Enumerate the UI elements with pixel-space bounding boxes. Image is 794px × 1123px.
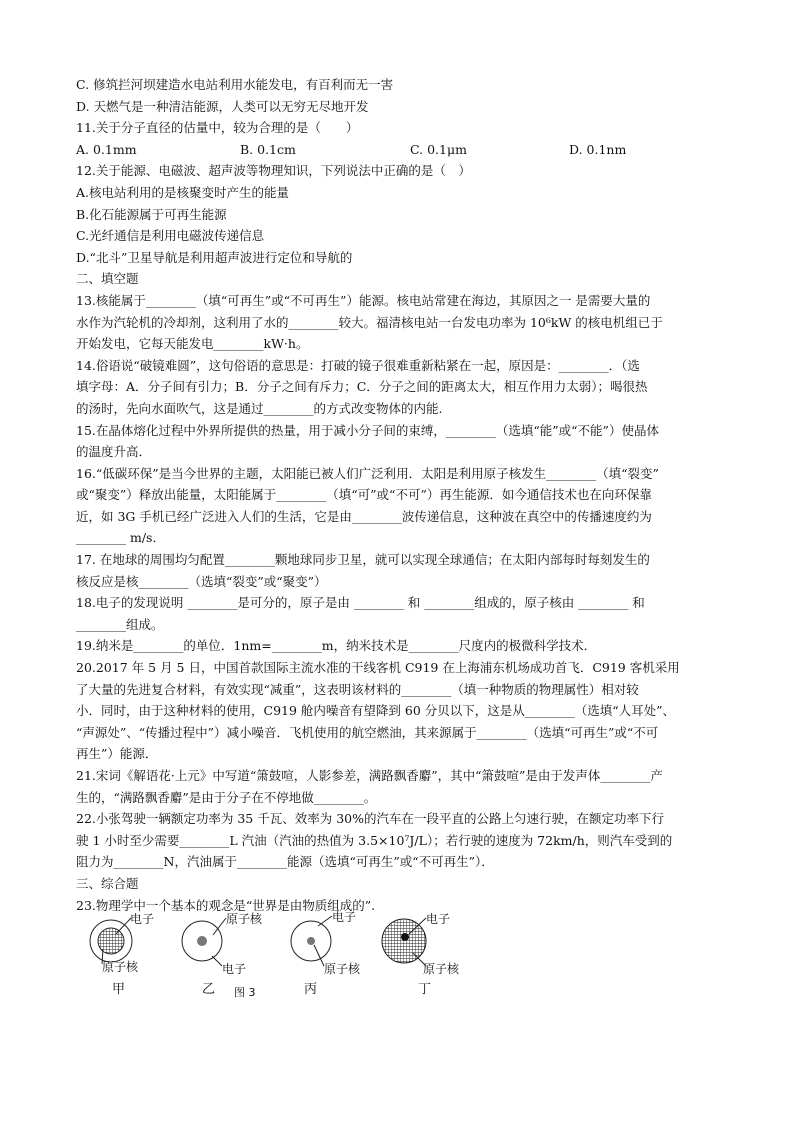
text-line: 或“聚变”）释放出能量，太阳能属于________（填“可”或“不可”）再生能源．如今通信技术也在向环保靠: [76, 487, 652, 503]
text-line: 21.宋词《解语花·上元》中写道“箫鼓喧，人影参差，满路飘香麝”，其中“箫鼓喧”是由于发声体________产: [76, 768, 663, 783]
text-line: 水作为汽轮机的冷却剂，这利用了水的________较大。福清核电站一台发电功率为 10⁶kW 的核电机组已于: [76, 314, 663, 330]
text-line: 填字母：A．分子间有引力；B．分子之间有斥力；C．分子之间的距离太大，相互作用力太弱）；喝很热: [76, 379, 648, 395]
text-line: C.光纤通信是利用电磁波传递信息: [76, 228, 265, 244]
text-line: ________组成。: [76, 616, 164, 632]
text-line: 的温度升高．: [76, 444, 152, 460]
text-line: 驶 1 小时至少需要________L 汽油（汽油的热值为 3.5×10⁷J/L）；若行驶的速度为 72km/h，则汽车受到的: [76, 832, 673, 848]
label-ding-top: 电子: [426, 912, 451, 926]
text-line: 19.纳米是________的单位．1nm=________m，纳米技术是________尺度内的极微科学技术．: [76, 638, 597, 654]
q11-option: A. 0.1mm: [76, 141, 137, 157]
text-line: 生的，“满路飘香麝”是由于分子在不停地做________。: [76, 789, 377, 805]
panel-name-bing: 丙: [304, 982, 318, 997]
text-line: 11.关于分子直径的估量中，较为合理的是（ ）: [76, 120, 359, 136]
label-jia-bottom: 原子核: [102, 960, 139, 974]
text-line: 小．同时，由于这种材料的使用，C919 舱内噪音有望降到 60 分贝以下，这是从________（选填“人耳处”、: [76, 703, 676, 719]
label-bing-top: 电子: [332, 910, 357, 924]
panel-name-jia: 甲: [112, 982, 126, 997]
text-line: 核反应是核________（选填“裂变”或“聚变”）: [76, 573, 327, 589]
figure-caption: 图 3: [234, 986, 256, 999]
text-line: 二、填空题: [76, 271, 139, 287]
text-line: 开始发电，它每天能发电________kW·h。: [76, 336, 309, 352]
label-bing-bottom: 原子核: [324, 962, 361, 976]
text-line: 16.“低碳环保”是当今世界的主题，太阳能已被人们广泛利用．太阳是利用原子核发生________（填“裂变”: [76, 465, 659, 481]
figure-atom-models: [76, 904, 476, 999]
text-line: 了大量的先进复合材料，有效实现“减重”，这表明该材料的________（填一种物质的物理属性）相对较: [76, 681, 639, 697]
text-line: 20.2017 年 5 月 5 日，中国首款国际主流水准的干线客机 C919 在上海浦东机场成功首飞．C919 客机采用: [76, 660, 680, 676]
panel-name-ding: 丁: [418, 982, 432, 997]
text-line: 18.电子的发现说明 ________是可分的，原子是由 ________ 和 ________组成的，原子核由 ________ 和: [76, 595, 645, 611]
text-line: 13.核能属于________（填“可再生”或“不可再生”）能源。核电站常建在海边，其原因之一 是需要大量的: [76, 292, 651, 308]
q11-option: C. 0.1μm: [410, 141, 467, 157]
text-line: 再生”）能源．: [76, 746, 158, 762]
text-line: 的汤时，先向水面吹气，这是通过________的方式改变物体的内能.: [76, 400, 443, 416]
label-yi-bottom: 电子: [222, 962, 247, 976]
label-ding-bottom: 原子核: [423, 962, 460, 976]
text-line: 14.俗语说“破镜难圆”，这句俗语的意思是：打破的镜子很难重新粘紧在一起，原因是：________．（选: [76, 357, 640, 373]
text-line: “声源处”、“传播过程中”）减小噪音．飞机使用的航空燃油，其来源属于________（选填“可再生”或“不可: [76, 724, 659, 740]
text-line: 17. 在地球的周围均匀配置________颗地球同步卫星，就可以实现全球通信；在太阳内部每时每刻发生的: [76, 552, 650, 568]
atom-model-ding: [382, 918, 426, 966]
text-line: B.化石能源属于可再生能源: [76, 206, 227, 222]
text-line: D. 天燃气是一种清洁能源，人类可以无穷无尽地开发: [76, 98, 369, 114]
q11-option: D. 0.1nm: [569, 141, 627, 157]
text-line: 22.小张驾驶一辆额定功率为 35 千瓦、效率为 30%的汽车在一段平直的公路上匀速行驶，在额定功率下行: [76, 811, 664, 827]
text-line: A.核电站利用的是核聚变时产生的能量: [76, 184, 290, 200]
text-line: 近，如 3G 手机已经广泛进入人们的生活，它是由________波传递信息，这种波在真空中的传播速度约为: [76, 508, 652, 524]
panel-name-yi: 乙: [202, 982, 216, 997]
document-body: [76, 74, 722, 916]
text-line: 12.关于能源、电磁波、超声波等物理知识，下列说法中正确的是（ ）: [76, 163, 471, 179]
q11-options: [76, 139, 722, 161]
atom-model-bing: [291, 916, 332, 966]
text-line: C. 修筑拦河坝建造水电站利用水能发电，有百利而无一害: [76, 77, 394, 92]
text-line: 三、综合题: [76, 875, 139, 891]
label-yi-top: 原子核: [226, 912, 263, 926]
text-line: ________ m/s．: [76, 530, 165, 546]
label-jia-top: 电子: [130, 912, 155, 926]
text-line: D.“北斗”卫星导航是利用超声波进行定位和导航的: [76, 249, 353, 265]
text-line: 15.在晶体熔化过程中外界所提供的热量，用于减小分子间的束缚，________（选填“能”或“不能”）使晶体: [76, 422, 659, 438]
atom-model-yi: [182, 918, 226, 966]
text-line: 阻力为________N，汽油属于________能源（选填“可再生”或“不可再生”）．: [76, 854, 494, 870]
q11-option: B. 0.1cm: [240, 141, 296, 157]
text-line: 23.物理学中一个基本的观念是“世界是由物质组成的”.: [76, 897, 376, 913]
